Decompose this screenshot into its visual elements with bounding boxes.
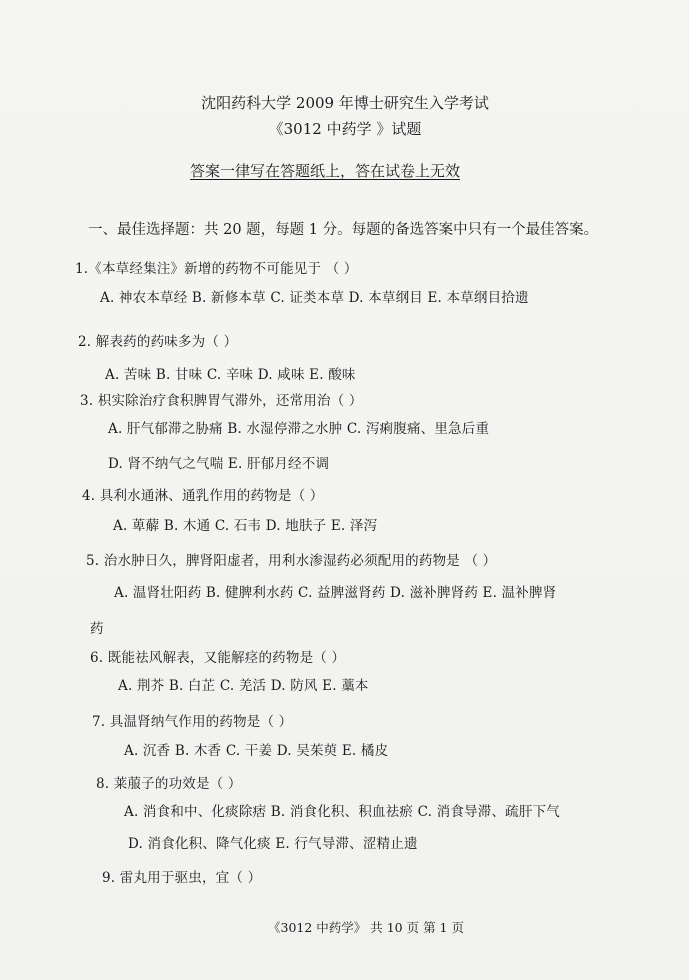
question-stem: 1.《本草经集注》新增的药物不可能见于 （ ） <box>75 261 358 277</box>
question-stem: 5. 治水肿日久，脾肾阳虚者，用利水渗湿药必须配用的药物是 （ ） <box>86 553 497 569</box>
question-stem: 4. 具利水通淋、通乳作用的药物是（ ） <box>82 488 324 504</box>
question-options: A. 肝气郁滞之胁痛 B. 水湿停滞之水肿 C. 泻痢腹痛、里急后重 <box>108 421 490 437</box>
question-stem: 9. 雷丸用于驱虫，宜（ ） <box>102 870 262 886</box>
question-options: A. 沉香 B. 木香 C. 干姜 D. 吴茱萸 E. 橘皮 <box>124 743 389 759</box>
question-options: D. 肾不纳气之气喘 E. 肝郁月经不调 <box>108 456 330 472</box>
question-options: A. 荆芥 B. 白芷 C. 羌活 D. 防风 E. 藁本 <box>118 678 369 694</box>
question-options: A. 温肾壮阳药 B. 健脾利水药 C. 益脾滋肾药 D. 滋补脾肾药 E. 温补脾肾 <box>114 585 557 601</box>
question-options: A. 苦味 B. 甘味 C. 辛味 D. 咸味 E. 酸味 <box>105 367 356 383</box>
question-stem: 3. 枳实除治疗食积脾胃气滞外，还常用治（ ） <box>80 393 363 409</box>
question-options: A. 神农本草经 B. 新修本草 C. 证类本草 D. 本草纲目 E. 本草纲目拾遗 <box>100 290 529 306</box>
question-stem: 6. 既能祛风解表，又能解痉的药物是（ ） <box>90 650 346 666</box>
section-heading: 一、最佳选择题：共 20 题，每题 1 分。每题的备选答案中只有一个最佳答案。 <box>88 222 599 238</box>
question-options-continued: 药 <box>90 621 104 637</box>
page-footer: 《3012 中药学》 共 10 页 第 1 页 <box>268 920 464 935</box>
question-stem: 7. 具温肾纳气作用的药物是（ ） <box>92 714 293 730</box>
question-options: A. 消食和中、化痰除痞 B. 消食化积、积血祛瘀 C. 消食导滞、疏肝下气 <box>124 804 560 820</box>
exam-subject-title: 《3012 中药学 》试题 <box>268 120 422 138</box>
question-options: A. 萆薢 B. 木通 C. 石韦 D. 地肤子 E. 泽泻 <box>113 518 378 534</box>
question-options: D. 消食化积、降气化痰 E. 行气导滞、涩精止遗 <box>128 836 418 852</box>
exam-title: 沈阳药科大学 2009 年博士研究生入学考试 <box>201 94 489 112</box>
question-stem: 2. 解表药的药味多为（ ） <box>78 334 238 350</box>
question-stem: 8. 莱菔子的功效是（ ） <box>96 776 242 792</box>
answer-notice: 答案一律写在答题纸上，答在试卷上无效 <box>190 162 461 180</box>
